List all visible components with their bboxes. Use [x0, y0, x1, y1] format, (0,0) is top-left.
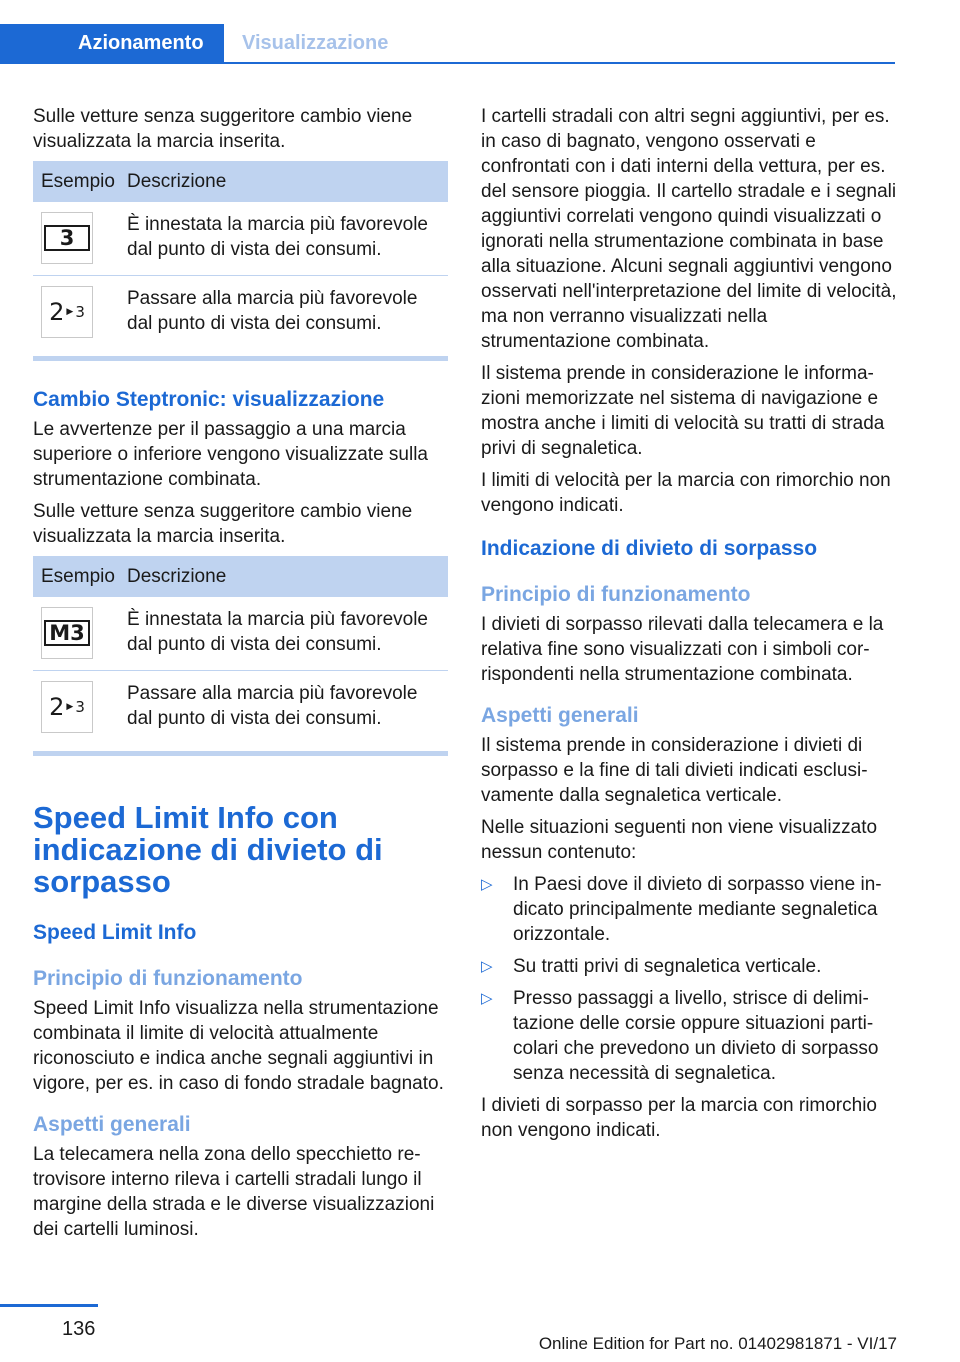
heading-steptronic: Cambio Steptronic: visualizzazione [33, 388, 385, 411]
paragraph: I divieti di sorpasso rilevati dalla telecamera e la relativa fine sono visualizzati con i simboli corrispondenti nella strumentazione combinata. [481, 614, 884, 685]
bullet-triangle-icon: ▷ [481, 958, 493, 975]
gear-table-2 [33, 556, 448, 747]
paragraph: Il sistema prende in considerazione i divieti di sorpasso e la fine di tali divieti indicati esclusivamente dalla segnaletica verticale. [481, 735, 868, 806]
right-column [481, 104, 897, 1150]
header-tabbar [0, 24, 895, 64]
bullet-triangle-icon: ▷ [481, 876, 493, 893]
gear-3-icon: 3 [41, 212, 93, 264]
table-row [33, 597, 448, 671]
table-end-rule [33, 751, 448, 756]
heading-principio: Principio di funzionamento [33, 967, 303, 990]
gear-m3-icon: M3 [41, 607, 93, 659]
table-row [33, 202, 448, 276]
paragraph: Il sistema prende in considerazione le informazioni memorizzate nel sistema di navigazione e mostra anche i limiti di velocità su tratti di strada privi di segnaletica. [481, 363, 885, 459]
section-title-speed-limit: Speed Limit Info con indicazione di divieto di sorpasso [33, 800, 383, 899]
footer-edition: Online Edition for Part no. 01402981871 - VI/17 [538, 1334, 897, 1353]
bullet-triangle-icon: ▷ [481, 990, 493, 1007]
left-column [33, 104, 448, 1249]
paragraph: Speed Limit Info visualizza nella strumentazione combinata il limite di velocità attualmente riconosciuto e indica anche segnali aggiuntivi in vigore, per es. in caso di fondo stradale bagnato. [33, 998, 444, 1094]
table-header-descrizione: Descrizione [125, 161, 448, 202]
paragraph: Sulle vetture senza suggeritore cambio viene visualizzata la marcia inserita. [33, 501, 413, 547]
paragraph: I limiti di velocità per la marcia con rimorchio non vengono indicati. [481, 470, 891, 516]
table-row [33, 671, 448, 748]
tab-visualizzazione[interactable]: Visualizzazione [242, 32, 389, 54]
shift-up-2-to-3-icon: 2 ▶ 3 [41, 681, 93, 733]
paragraph: La telecamera nella zona dello specchietto retrovisore interno rileva i cartelli stradali lungo il margine della strada e le diverse visualizzazioni dei cartelli luminosi. [33, 1144, 435, 1240]
page-number: 136 [62, 1318, 96, 1340]
table-header-esempio: Esempio [33, 556, 125, 597]
heading-speed-limit-info: Speed Limit Info [33, 921, 197, 944]
footer-rule [0, 1304, 98, 1307]
paragraph: I cartelli stradali con altri segni aggiuntivi, per es. in caso di bagnato, vengono osservati e confrontati con i dati interni della vettura, per es. del sensore pioggia. Il cartello stradale e i segnali aggiuntivi correlati vengono quindi visualizzati o ignorati nella strumentazione combinata in base alla situazione. Alcuni segnali aggiuntivi vengono osservati nell'interpretazione del limite di velocità, ma non verranno visualizzati nella strumentazione combinata. [481, 106, 897, 352]
table-header-esempio: Esempio [33, 161, 125, 202]
table-cell-description: È innestata la marcia più favorevole dal punto di vista dei consumi. [125, 202, 448, 276]
table-end-rule [33, 356, 448, 361]
list-item: ▷ Presso passaggi a livello, strisce di delimitazione delle corsie oppure situazioni particolari che prevedono un divieto di sorpasso senza necessità di segnaletica. [481, 988, 879, 1084]
paragraph: Nelle situazioni seguenti non viene visualizzato nessun contenuto: [481, 817, 878, 863]
heading-aspetti: Aspetti generali [33, 1113, 191, 1136]
table-cell-description: Passare alla marcia più favorevole dal punto di vista dei consumi. [127, 683, 418, 729]
table-cell-description: È innestata la marcia più favorevole dal punto di vista dei consumi. [125, 597, 448, 671]
heading-aspetti: Aspetti generali [481, 704, 639, 727]
heading-principio: Principio di funzionamento [481, 583, 751, 606]
table-header-descrizione: Descrizione [125, 556, 448, 597]
list-item: ▷ In Paesi dove il divieto di sorpasso viene indicato principalmente mediante segnaletica orizzontale. [481, 874, 882, 945]
gear-table-1 [33, 161, 448, 352]
table-row [33, 276, 448, 353]
paragraph: Le avvertenze per il passaggio a una marcia superiore o inferiore vengono visualizzate sulla strumentazione combinata. [33, 419, 429, 490]
table-cell-description: Passare alla marcia più favorevole dal punto di vista dei consumi. [127, 288, 418, 334]
heading-sorpasso: Indicazione di divieto di sorpasso [481, 537, 818, 560]
shift-up-2-to-3-icon: 2 ▶ 3 [41, 286, 93, 338]
paragraph: I divieti di sorpasso per la marcia con rimorchio non vengono indicati. [481, 1095, 877, 1141]
tab-azionamento[interactable]: Azionamento [0, 24, 224, 62]
paragraph: Sulle vetture senza suggeritore cambio viene visualizzata la marcia inserita. [33, 106, 413, 152]
bullet-list [481, 872, 897, 1086]
list-item: ▷ Su tratti privi di segnaletica verticale. [481, 956, 822, 977]
